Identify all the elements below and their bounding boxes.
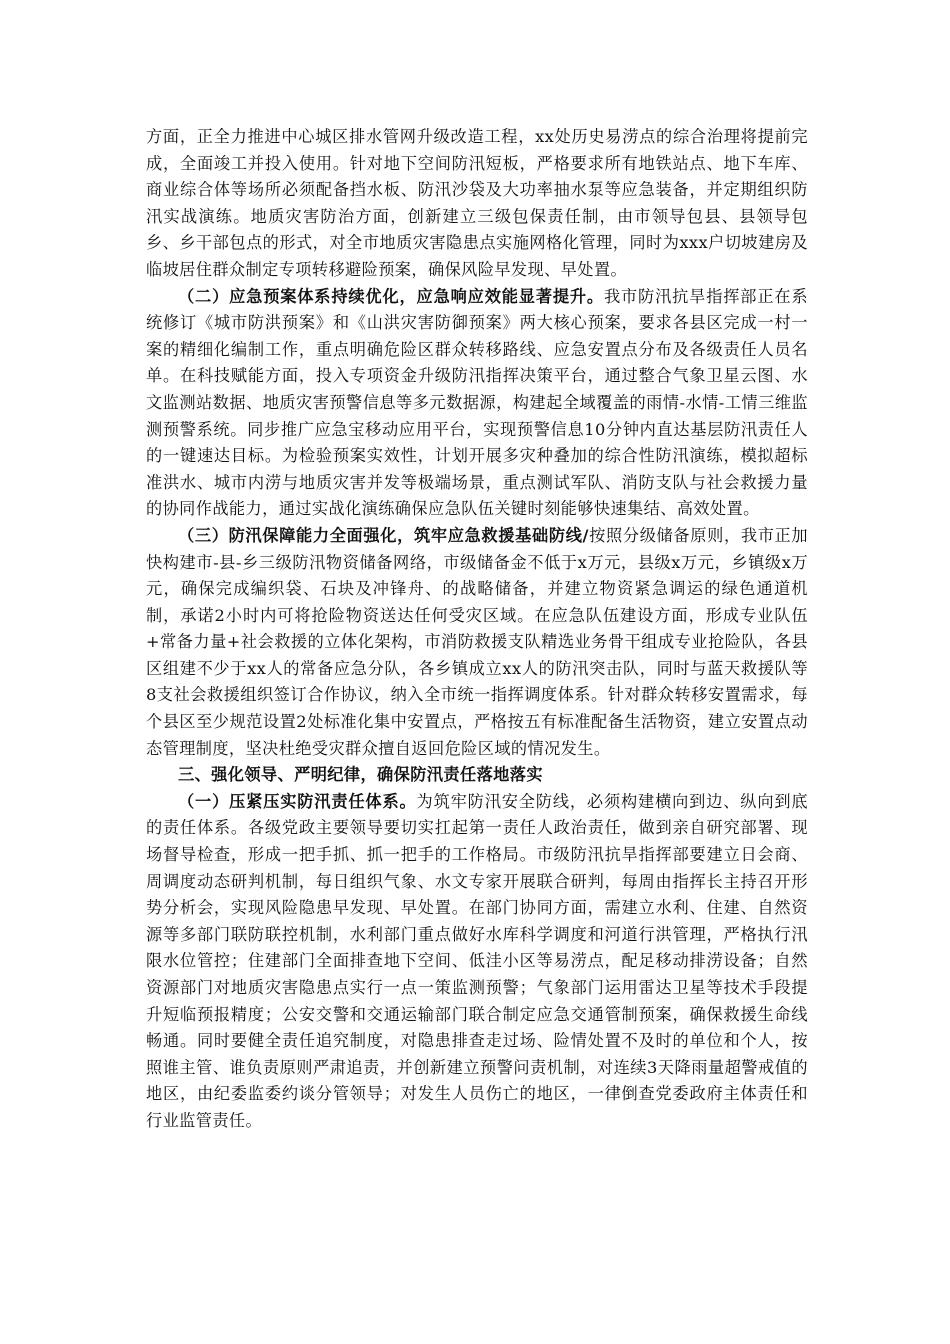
- paragraph-support-capacity: [146, 523, 808, 762]
- paragraph-lead: （二）应急预案体系持续优化，应急响应效能显著提升。: [178, 286, 604, 306]
- paragraph-emergency-plan: [146, 284, 808, 523]
- paragraph-responsibility-system: [146, 789, 808, 1135]
- paragraph-text: 按照分级储备原则，我市正加快构建市-县-乡三级防汛物资储备网络，市级储备金不低于x万元，县级x万元，乡镇级x万元，确保完成编织袋、石块及冲锋舟、的战略储备，并建立物资紧急调运的绿色通道机制，承诺2小时内可将抢险物资送达任何受灾区域。在应急队伍建设方面，形成专业队伍+常备力量+社会救援的立体化架构，市消防救援支队精选业务骨干组成专业抢险队，各县区组建不少于xx人的常备应急分队，各乡镇成立xx人的防汛突击队，同时与蓝天救援队等8支社会救援组织签订合作协议，纳入全市统一指挥调度体系。针对群众转移安置需求，每个县区至少规范设置2处标准化集中安置点，严格按五有标准配备生活物资，建立安置点动态管理制度，坚决杜绝受灾群众擅自返回危险区域的情况发生。: [146, 525, 808, 758]
- paragraph-text: 方面，正全力推进中心城区排水管网升级改造工程，xx处历史易涝点的综合治理将提前完成，全面竣工并投入使用。针对地下空间防汛短板，严格要求所有地铁站点、地下车库、商业综合体等场所必须配备挡水板、防汛沙袋及大功率抽水泵等应急装备，并定期组织防汛实战演练。地质灾害防治方面，创新建立三级包保责任制，由市领导包县、县领导包乡、乡干部包点的形式，对全市地质灾害隐患点实施网格化管理，同时为xxx户切坡建房及临坡居住群众制定专项转移避险预案，确保风险早发现、早处置。: [146, 127, 808, 279]
- paragraph-continuation: [146, 124, 808, 284]
- document-page: [146, 124, 808, 1135]
- paragraph-text: 为筑牢防汛安全防线，必须构建横向到边、纵向到底的责任体系。各级党政主要领导要切实扛起第一责任人政治责任，做到亲自研究部署、现场督导检查，形成一把手抓、抓一把手的工作格局。市级防汛抗旱指挥部要建立日会商、周调度动态研判机制，每日组织气象、水文专家开展联合研判，每周由指挥长主持召开形势分析会，实现风险隐患早发现、早处置。在部门协同方面，需建立水利、住建、自然资源等多部门联防联控机制，水利部门重点做好水库科学调度和河道行洪管理，严格执行汛限水位管控；住建部门全面排查地下空间、低洼小区等易涝点，配足移动排涝设备；自然资源部门对地质灾害隐患点实行一点一策监测预警；气象部门运用雷达卫星等技术手段提升短临预报精度；公安交警和交通运输部门联合制定应急交通管制预案，确保救援生命线畅通。同时要健全责任追究制度，对隐患排查走过场、险情处置不及时的单位和个人，按照谁主管、谁负责原则严肃追责，并创新建立预警问责机制，对连续3天降雨量超警戒值的地区，由纪委监委约谈分管领导；对发生人员伤亡的地区，一律倒查党委政府主体责任和行业监管责任。: [146, 791, 808, 1130]
- paragraph-lead: （一）压紧压实防汛责任体系。: [178, 791, 417, 811]
- paragraph-lead: （三）防汛保障能力全面强化，筑牢应急救援基础防线/: [178, 525, 589, 545]
- paragraph-text: 我市防汛抗旱指挥部正在系统修订《城市防洪预案》和《山洪灾害防御预案》两大核心预案，要求各县区完成一村一案的精细化编制工作，重点明确危险区群众转移路线、应急安置点分布及各级责任人员名单。在科技赋能方面，投入专项资金升级防汛指挥决策平台，通过整合气象卫星云图、水文监测站数据、地质灾害预警信息等多元数据源，构建起全域覆盖的雨情-水情-工情三维监测预警系统。同步推广应急宝移动应用平台，实现预警信息10分钟内直达基层防汛责任人的一键速达目标。为检验预案实效性，计划开展多灾种叠加的综合性防汛演练，模拟超标准洪水、城市内涝与地质灾害并发等极端场景，重点测试军队、消防支队与社会救援力量的协同作战能力，通过实战化演练确保应急队伍关键时刻能够快速集结、高效处置。: [146, 286, 808, 519]
- section-heading: 三、强化领导、严明纪律，确保防汛责任落地落实: [178, 765, 543, 785]
